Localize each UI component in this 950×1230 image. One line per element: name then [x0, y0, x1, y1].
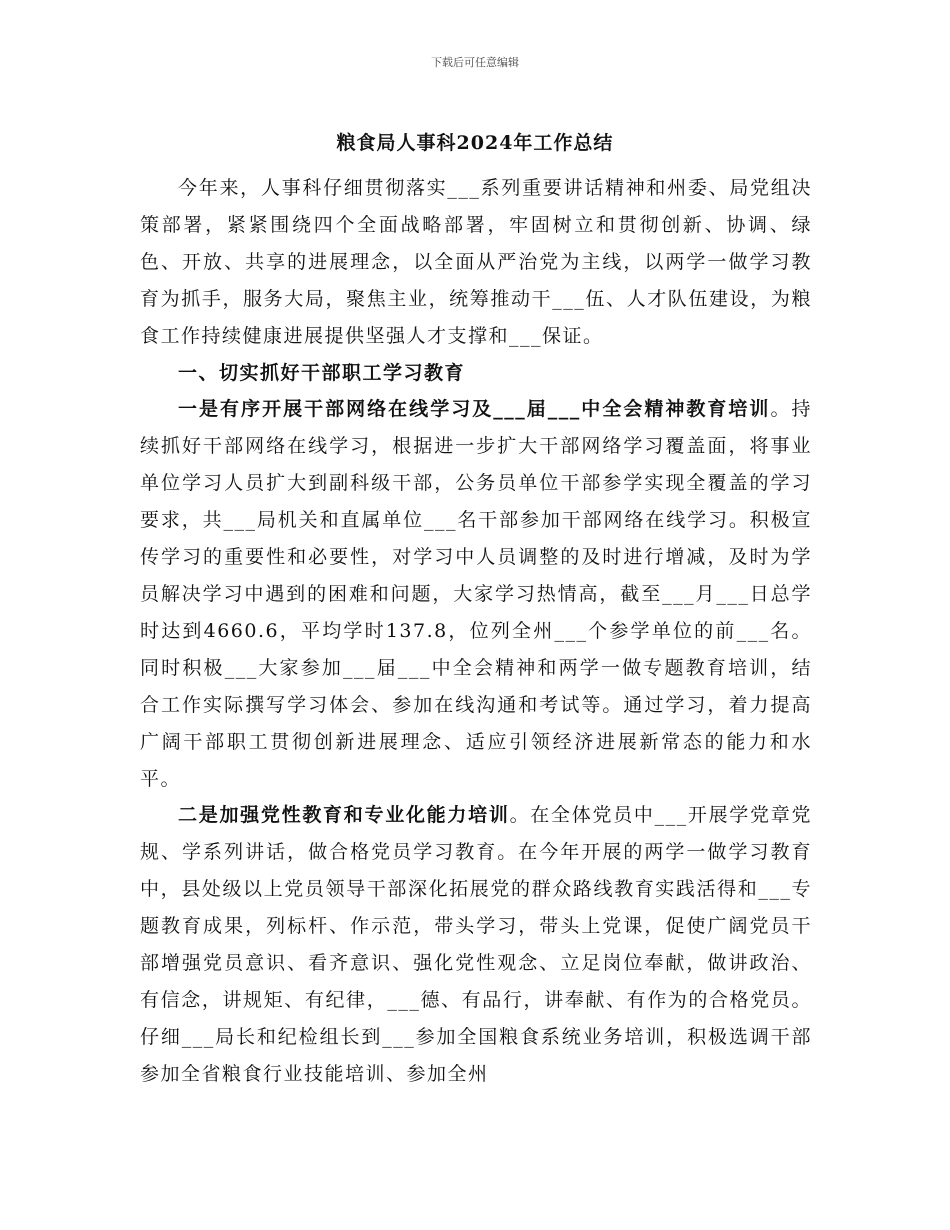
page-header-note: 下载后可任意编辑	[431, 56, 519, 69]
paragraph-2-body: 。在全体党员中___开展学党章党规、学系列讲话，做合格党员学习教育。在今年开展的两学一做学习教育中，县处级以上党员领导干部深化拓展党的群众路线教育实践活得和___专题教育成果，列标杆、作示范，带头学习，带头上党课，促使广阔党员干部增强党员意识、看齐意识、强化党性观念、立足岗位奉献，做讲政治、有信念，讲规矩、有纪律，___德、有品行，讲奉献、有作为的合格党员。仔细___局长和纪检组长到___参加全国粮食系统业务培训，积极选调干部参加全省粮食行业技能培训、参加全州	[140, 804, 812, 1085]
paragraph-2	[140, 797, 812, 1092]
paragraph-1	[140, 391, 812, 797]
document-title: 粮食局人事科2024年工作总结	[336, 132, 614, 154]
intro-paragraph: 今年来，人事科仔细贯彻落实___系列重要讲话精神和州委、局党组决策部署，紧紧围绕四个全面战略部署，牢固树立和贯彻创新、协调、绿色、开放、共享的进展理念，以全面从严治党为主线，以两学一做学习教育为抓手，服务大局，聚焦主业，统筹推动干___伍、人才队伍建设，为粮食工作持续健康进展提供坚强人才支撑和___保证。	[140, 177, 812, 347]
paragraph-2-lead: 二是加强党性教育和专业化能力培训	[178, 804, 510, 827]
document-body	[140, 170, 812, 1093]
section-heading: 一、切实抓好干部职工学习教育	[178, 361, 466, 384]
paragraph-1-body: 。持续抓好干部网络在线学习，根据进一步扩大干部网络学习覆盖面，将事业单位学习人员扩大到副科级干部，公务员单位干部参学实现全覆盖的学习要求，共___局机关和直属单位___名干部参加干部网络在线学习。积极宣传学习的重要性和必要性，对学习中人员调整的及时进行增减，及时为学员解决学习中遇到的困难和问题，大家学习热情高，截至___月___日总学时达到4660.6，平均学时137.8，位列全州___个参学单位的前___名。同时积极___大家参加___届___中全会精神和两学一做专题教育培训，结合工作实际撰写学习体会、参加在线沟通和考试等。通过学习，着力提高广阔干部职工贯彻创新进展理念、适应引领经济进展新常态的能力和水平。	[140, 398, 812, 790]
paragraph-1-lead: 一是有序开展干部网络在线学习及___届___中全会精神教育培训	[178, 398, 771, 421]
